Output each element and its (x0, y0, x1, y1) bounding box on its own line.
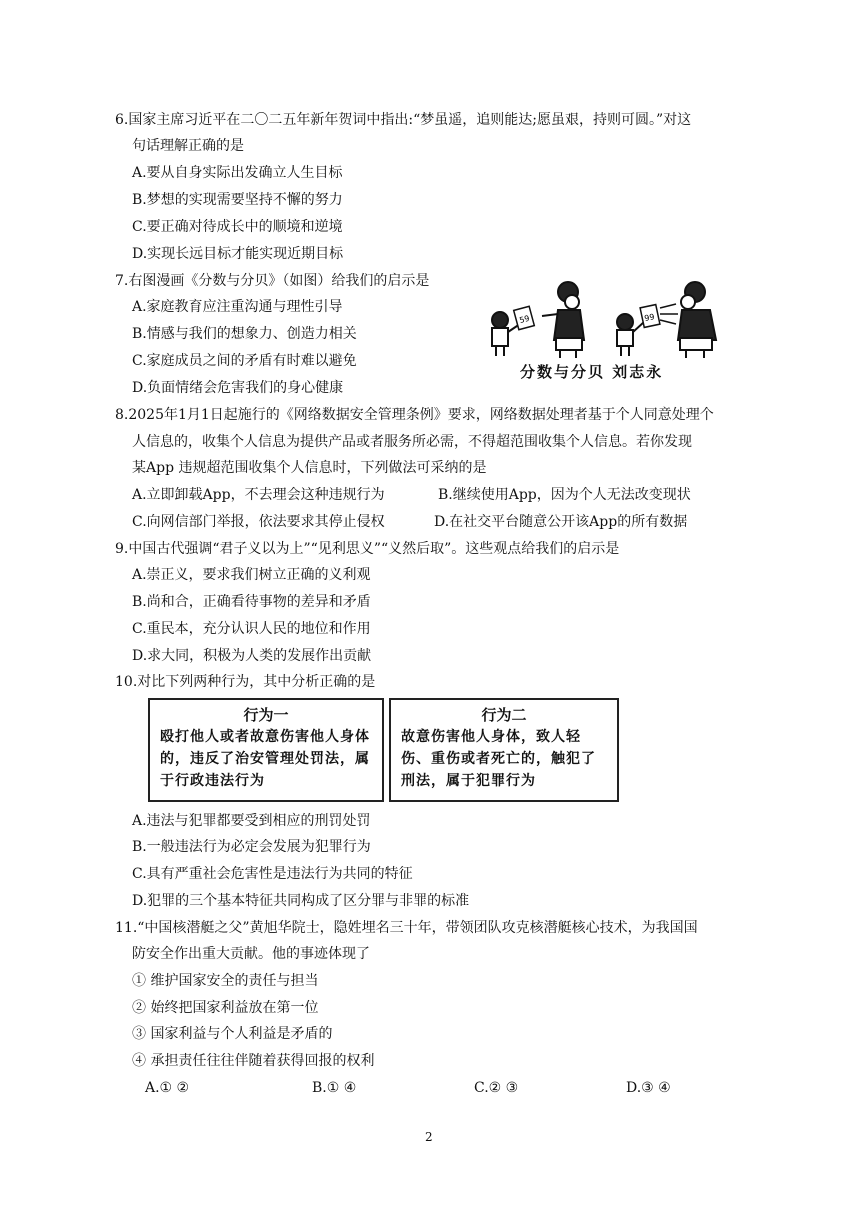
cartoon-paper-left-score: 59 (518, 313, 531, 326)
cartoon-mother-left (542, 282, 584, 358)
behavior-one-box (148, 698, 384, 802)
q9-option-c: C.重民本，充分认识人民的地位和作用 (132, 621, 371, 637)
q11-item-3: ③ 国家利益与个人利益是矛盾的 (132, 1026, 333, 1042)
q6-stem-line1: 6.国家主席习近平在二〇二五年新年贺词中指出:“梦虽遥，追则能达;愿虽艰，持则可圆。”对这 (115, 112, 692, 128)
q11-item-1: ① 维护国家安全的责任与担当 (132, 973, 319, 989)
cartoon-mother-right (678, 282, 716, 358)
q7-option-b: B.情感与我们的想象力、创造力相关 (132, 326, 357, 342)
behavior-one-text: 殴打他人或者故意伤害他人身体的，违反了治安管理处罚法，属于行政违法行为 (160, 729, 370, 789)
q8-option-b: B.继续使用App，因为个人无法改变现状 (438, 487, 691, 503)
q7-stem: 7.右图漫画《分数与分贝》（如图）给我们的启示是 (115, 273, 430, 289)
behavior-two-box (389, 698, 619, 802)
q10-option-d: D.犯罪的三个基本特征共同构成了区分罪与非罪的标准 (132, 893, 470, 909)
q10-stem: 10.对比下列两种行为，其中分析正确的是 (115, 674, 376, 690)
q8-option-c: C.向网信部门举报，依法要求其停止侵权 (132, 514, 385, 530)
q6-option-d: D.实现长远目标才能实现近期目标 (132, 246, 344, 262)
q11-stem-line2: 防安全作出重大贡献。他的事迹体现了 (132, 946, 370, 962)
q8-option-d: D.在社交平台随意公开该App的所有数据 (434, 514, 688, 530)
q11-choice-d: D.③ ④ (626, 1080, 671, 1096)
cartoon-sound-lines (660, 304, 678, 324)
q11-choice-c: C.② ③ (474, 1080, 519, 1096)
page-number: 2 (425, 1130, 433, 1144)
cartoon-child-right (617, 314, 644, 356)
behavior-two-text: 故意伤害他人身体，致人轻伤、重伤或者死亡的，触犯了刑法，属于犯罪行为 (401, 729, 596, 789)
q11-choice-a: A.① ② (145, 1080, 190, 1096)
q7-option-c: C.家庭成员之间的矛盾有时难以避免 (132, 353, 357, 369)
q8-stem-line3: 某App 违规超范围收集个人信息时，下列做法可采纳的是 (132, 460, 487, 476)
behavior-one-title: 行为一 (243, 706, 289, 724)
q6-option-a: A.要从自身实际出发确立人生目标 (132, 165, 343, 181)
q6-option-b: B.梦想的实现需要坚持不懈的努力 (132, 192, 343, 208)
q11-stem-line1: 11.“中国核潜艇之父”黄旭华院士，隐姓埋名三十年，带领团队攻克核潜艇核心技术，为我国国 (115, 920, 698, 936)
q8-stem-line1: 8.2025年1月1日起施行的《网络数据安全管理条例》要求，网络数据处理者基于个人同意处理个 (115, 407, 714, 423)
q10-option-c: C.具有严重社会危害性是违法行为共同的特征 (132, 866, 413, 882)
q9-option-d: D.求大同，积极为人类的发展作出贡献 (132, 648, 372, 664)
q7-option-a: A.家庭教育应注重沟通与理性引导 (132, 299, 343, 315)
q10-option-b: B.一般违法行为必定会发展为犯罪行为 (132, 839, 371, 855)
behavior-two-title: 行为二 (481, 706, 527, 724)
q8-stem-line2: 人信息的，收集个人信息为提供产品或者服务所必需，不得超范围收集个人信息。若你发现 (132, 434, 692, 450)
cartoon-paper-right-score: 99 (643, 312, 656, 324)
q10-option-a: A.违法与犯罪都要受到相应的刑罚处罚 (132, 813, 371, 829)
q11-item-4: ④ 承担责任往往伴随着获得回报的权利 (132, 1053, 375, 1069)
cartoon-caption: 分数与分贝 刘志永 (520, 363, 664, 381)
cartoon-paper-right (640, 305, 660, 328)
q11-item-2: ② 始终把国家利益放在第一位 (132, 1000, 319, 1016)
q9-option-a: A.崇正义，要求我们树立正确的义利观 (132, 567, 371, 583)
q9-option-b: B.尚和合，正确看待事物的差异和矛盾 (132, 594, 371, 610)
q8-option-a: A.立即卸载App，不去理会这种违规行为 (132, 487, 385, 503)
q11-choice-b: B.① ④ (312, 1080, 357, 1096)
q6-option-c: C.要正确对待成长中的顺境和逆境 (132, 219, 343, 235)
q7-option-d: D.负面情绪会危害我们的身心健康 (132, 380, 344, 396)
q9-stem: 9.中国古代强调“君子义以为上”“见利思义”“义然后取”。这些观点给我们的启示是 (115, 541, 620, 557)
q6-stem-line2: 句话理解正确的是 (132, 138, 244, 154)
cartoon-illustration (480, 278, 730, 360)
